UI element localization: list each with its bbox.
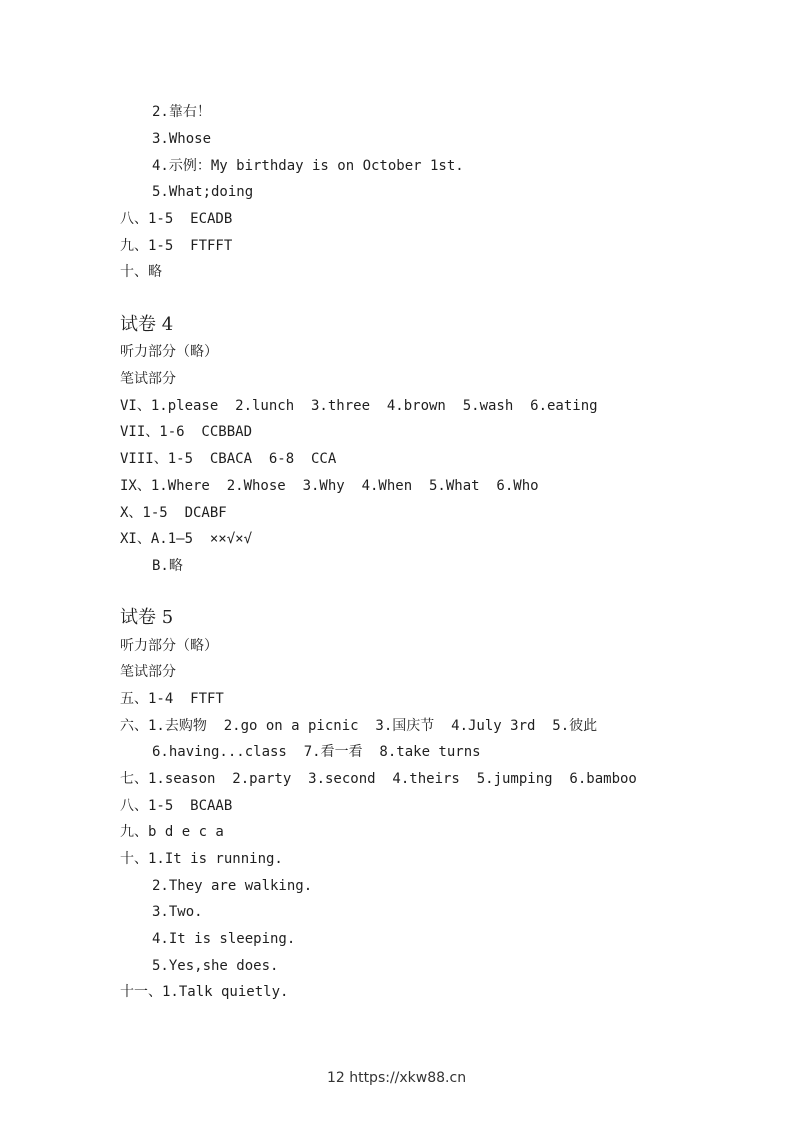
answer-row: 十、1.It is running. (120, 851, 283, 867)
page-footer: 12 https://xkw88.cn (326, 1070, 467, 1086)
answer-line: 5.What;doing (152, 184, 254, 200)
answer-row: VIII、1-5 CBACA 6-8 CCA (120, 451, 337, 467)
answer-row: 六、1.去购物 2.go on a picnic 3.国庆节 4.July 3rd 5.彼此 (120, 718, 598, 734)
answer-row: 八、1-5 ECADB (120, 211, 233, 227)
answer-row: 十、略 (120, 264, 162, 280)
answer-row: X、1-5 DCABF (120, 505, 227, 521)
answer-row: 七、1.season 2.party 3.second 4.theirs 5.jumping 6.bamboo (120, 771, 637, 787)
answer-row: 十一、1.Talk quietly. (120, 984, 289, 1000)
answer-line: 4.示例：My birthday is on October 1st. (152, 158, 464, 174)
paper-title: 试卷 4 (120, 314, 174, 335)
section-heading: 听力部分（略） (120, 344, 218, 360)
section-heading: 笔试部分 (120, 664, 176, 680)
answer-line: 6.having...class 7.看一看 8.take turns (152, 744, 481, 760)
answer-line: B.略 (152, 558, 183, 574)
answer-row: 五、1-4 FTFT (120, 691, 224, 707)
answer-line: 2.They are walking. (152, 878, 313, 894)
answer-row: VI、1.please 2.lunch 3.three 4.brown 5.wash 6.eating (120, 398, 598, 414)
section-heading: 听力部分（略） (120, 638, 218, 654)
answer-row: IX、1.Where 2.Whose 3.Why 4.When 5.What 6.Who (120, 478, 539, 494)
answer-row: 九、b d e c a (120, 824, 224, 840)
answer-row: VII、1-6 CCBBAD (120, 424, 253, 440)
answer-row: 九、1-5 FTFFT (120, 238, 233, 254)
section-heading: 笔试部分 (120, 371, 176, 387)
answer-line: 4.It is sleeping. (152, 931, 296, 947)
answer-line: 2.靠右！ (152, 104, 211, 120)
answer-row: XI、A.1—5 ××√×√ (120, 531, 253, 547)
answer-line: 3.Two. (152, 904, 203, 920)
answer-line: 5.Yes,she does. (152, 958, 279, 974)
answer-row: 八、1-5 BCAAB (120, 798, 233, 814)
answer-line: 3.Whose (152, 131, 212, 147)
paper-title: 试卷 5 (120, 607, 174, 628)
